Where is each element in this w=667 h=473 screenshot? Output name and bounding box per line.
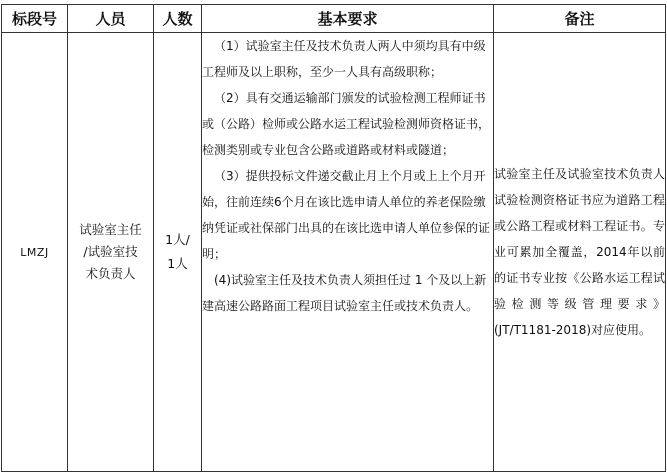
header-row bbox=[2, 5, 666, 33]
cell-code: LMZJ bbox=[2, 33, 68, 472]
cell-remarks: 试验室主任及试验室技术负责人试验检测资格证书应为道路工程或公路工程或材料工程证书。专业可累加全覆盖，2014年以前的证书专业按《公路水运工程试验检测等级管理要求》(JT/T1181-2018)对应使用。 bbox=[494, 33, 666, 472]
cell-count bbox=[154, 33, 202, 472]
header-requirements: 基本要求 bbox=[202, 5, 494, 33]
count-line: 1人 bbox=[167, 256, 188, 271]
requirements-table bbox=[1, 4, 666, 472]
cell-personnel bbox=[68, 33, 154, 472]
requirement-item: （2）具有交通运输部门颁发的试验检测工程师证书或（公路）检师或公路水运工程试验检测师资格证书，检测类别或专业包含公路或道路或材料或隧道； bbox=[202, 91, 491, 157]
header-remarks: 备注 bbox=[494, 5, 666, 33]
requirement-item: （1）试验室主任及技术负责人两人中须均具有中级工程师及以上职称，至少一人具有高级职称； bbox=[202, 39, 486, 79]
personnel-line: 术负责人 bbox=[85, 266, 136, 281]
requirement-item: （3）提供投标文件递交截止月上个月或上上个月开始，往前连续6个月在该比选申请人单位的养老保险缴纳凭证或社保部门出具的在该比选申请人单位参保的证明； bbox=[202, 169, 491, 261]
header-code: 标段号 bbox=[2, 5, 68, 33]
cell-requirements bbox=[202, 33, 494, 472]
requirement-item: (4)试验室主任及技术负责人须担任过 1 个及以上新建高速公路路面工程项目试验室主任或技术负责人。 bbox=[202, 273, 487, 313]
table-row bbox=[2, 33, 666, 472]
header-count: 人数 bbox=[154, 5, 202, 33]
header-personnel: 人员 bbox=[68, 5, 154, 33]
personnel-line: 试验室主任 bbox=[79, 222, 142, 237]
personnel-line: /试验室技 bbox=[83, 244, 138, 259]
count-line: 1人/ bbox=[165, 232, 190, 247]
